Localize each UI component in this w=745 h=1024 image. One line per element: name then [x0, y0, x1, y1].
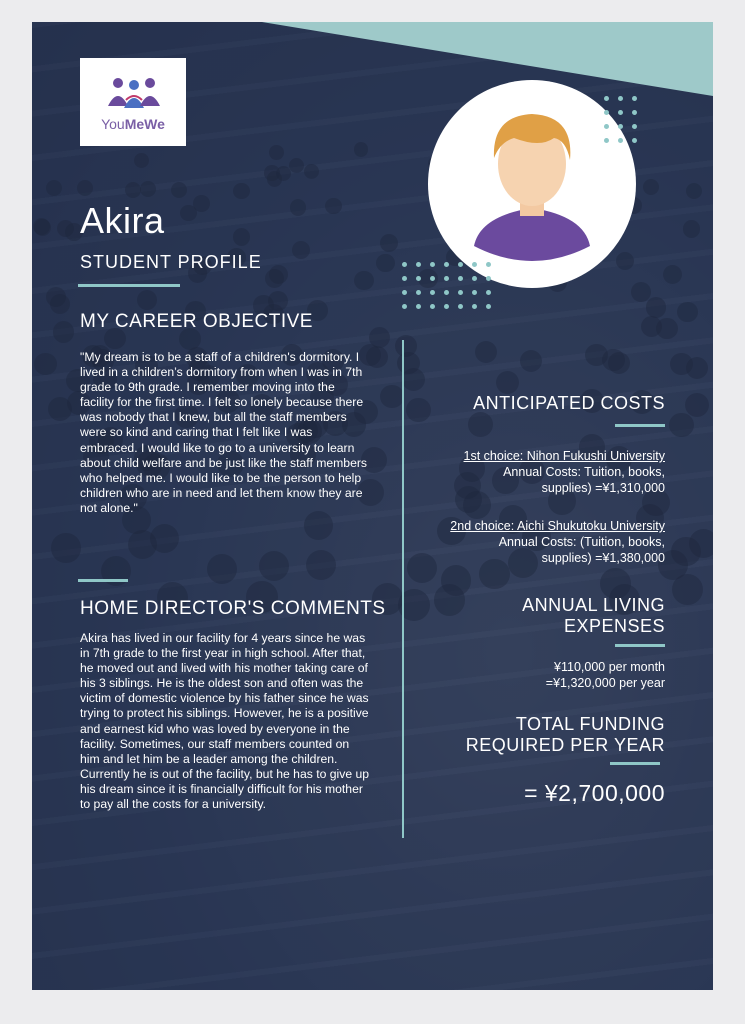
first-choice-line2: supplies) =¥1,310,000: [541, 481, 665, 495]
total-heading-line2: REQUIRED PER YEAR: [465, 735, 665, 755]
living-heading-line1: ANNUAL LIVING: [522, 595, 665, 615]
logo-wordmark: [80, 116, 186, 132]
dot-icon: [458, 290, 463, 295]
student-name: Akira: [80, 200, 165, 241]
divider: [78, 284, 180, 287]
dot-icon: [416, 262, 421, 267]
dot-icon: [472, 304, 477, 309]
director-comments-text: Akira has lived in our facility for 4 years since he was in 7th grade to the first year in high school. After that, he moved out and lived with his mother taking care of his 3 siblings. He is the oldest son and often was the victim of domestic violence by his father since he was trying to protect his siblings. However, he is a positive and earnest kid who was loved by everyone in the facility. Sometimes, our staff members counted on him and let him be a leader among the children. Currently he is out of the facility, but he has to give up his dream since it is financially difficult for his mother to pay all the costs for a university.: [80, 631, 370, 812]
dot-icon: [472, 262, 477, 267]
vertical-divider: [402, 340, 404, 838]
logo: [80, 58, 186, 146]
dot-icon: [458, 262, 463, 267]
dot-icon: [458, 304, 463, 309]
dot-icon: [444, 290, 449, 295]
dot-icon: [416, 304, 421, 309]
living-monthly: ¥110,000 per month: [554, 660, 665, 674]
student-profile-label: STUDENT PROFILE: [80, 252, 262, 272]
dot-icon: [402, 276, 407, 281]
dot-icon: [618, 110, 623, 115]
living-expenses-heading: [522, 595, 665, 637]
dot-icon: [430, 290, 435, 295]
second-choice-title: 2nd choice: Aichi Shukutoku University: [450, 519, 665, 533]
dot-icon: [416, 290, 421, 295]
dot-icon: [416, 276, 421, 281]
dot-icon: [472, 276, 477, 281]
people-logo-icon: [106, 76, 162, 112]
dot-icon: [632, 124, 637, 129]
dot-icon: [430, 262, 435, 267]
dot-icon: [604, 110, 609, 115]
second-choice-line1: Annual Costs: (Tuition, books,: [498, 535, 665, 549]
dot-icon: [402, 290, 407, 295]
dot-icon: [618, 96, 623, 101]
dot-icon: [632, 138, 637, 143]
dot-icon: [402, 304, 407, 309]
dot-icon: [430, 276, 435, 281]
dot-icon: [444, 262, 449, 267]
dot-icon: [458, 276, 463, 281]
director-comments-heading: HOME DIRECTOR'S COMMENTS: [80, 598, 386, 619]
second-choice-block: [450, 518, 665, 566]
dot-icon: [604, 96, 609, 101]
career-objective-text: "My dream is to be a staff of a children's dormitory. I lived in a children’s dormitory from when I was in 7th grade to 9th grade. I remember moving into the facility for the first time. I felt so lonely because there was nobody that I knew, but all the staff members were so kind and caring that I felt like I was embraced. I would like to go to a university to learn about child welfare and be just like the staff members who helped me. I would like to be the person to help children who are in need and let them know they are not alone.": [80, 350, 368, 515]
dot-icon: [632, 110, 637, 115]
dot-icon: [472, 290, 477, 295]
first-choice-line1: Annual Costs: Tuition, books,: [503, 465, 665, 479]
divider: [610, 762, 660, 765]
dot-icon: [486, 276, 491, 281]
living-expenses-values: [546, 659, 665, 691]
second-choice-line2: supplies) =¥1,380,000: [541, 551, 665, 565]
dot-icon: [604, 124, 609, 129]
first-choice-title: 1st choice: Nihon Fukushi University: [463, 449, 665, 463]
living-heading-line2: EXPENSES: [563, 616, 665, 636]
dot-icon: [618, 138, 623, 143]
living-yearly: =¥1,320,000 per year: [545, 676, 665, 690]
dot-icon: [430, 304, 435, 309]
dot-icon: [402, 262, 407, 267]
total-funding-amount: = ¥2,700,000: [524, 780, 665, 806]
career-objective-heading: MY CAREER OBJECTIVE: [80, 311, 313, 332]
dot-icon: [486, 304, 491, 309]
dot-icon: [486, 262, 491, 267]
logo-you: You: [101, 116, 125, 132]
profile-page: [32, 22, 713, 990]
dot-icon: [632, 96, 637, 101]
divider: [615, 644, 665, 647]
dot-icon: [486, 290, 491, 295]
dot-icon: [444, 276, 449, 281]
dot-icon: [444, 304, 449, 309]
logo-we: We: [144, 116, 165, 132]
divider: [78, 579, 128, 582]
logo-me: Me: [124, 116, 145, 132]
total-heading-line1: TOTAL FUNDING: [515, 714, 665, 734]
dot-icon: [604, 138, 609, 143]
dot-icon: [618, 124, 623, 129]
total-funding-heading: [466, 714, 665, 756]
divider: [615, 424, 665, 427]
first-choice-block: [464, 448, 665, 496]
anticipated-costs-heading: ANTICIPATED COSTS: [473, 393, 665, 413]
